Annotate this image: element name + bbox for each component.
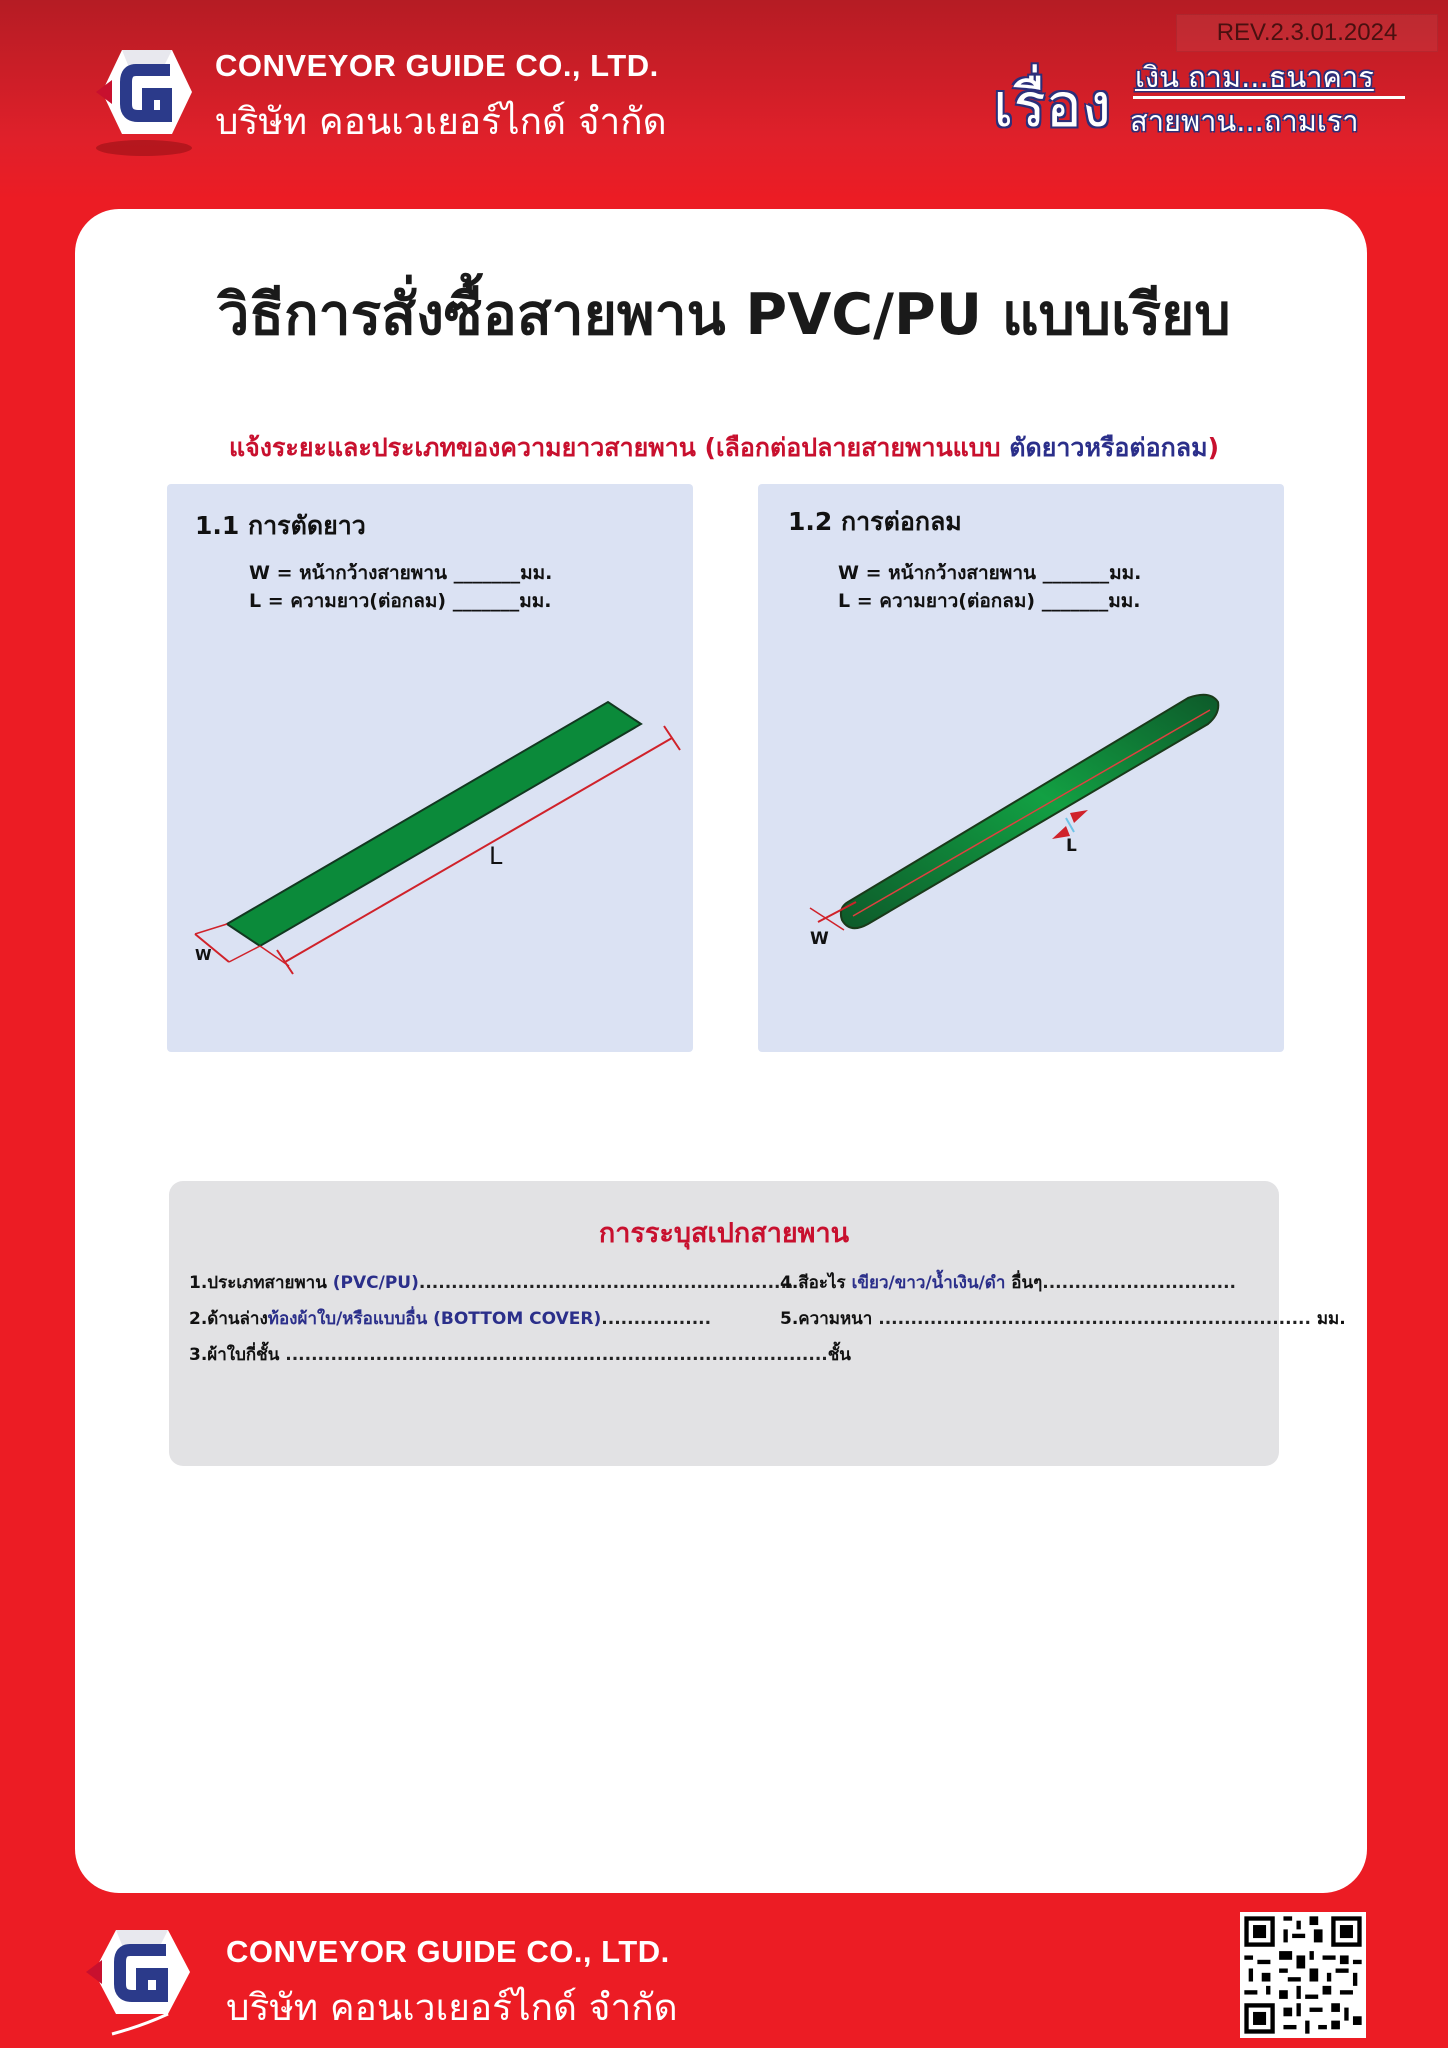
spec-title: การระบุสเปกสายพาน — [598, 1218, 850, 1249]
panel-cut-length — [167, 484, 693, 1052]
spec-item-fill-dots: .............................. — [1042, 1273, 1237, 1293]
page-title: วิธีการสั่งซื้อสายพาน PVC/PU แบบเรียบ — [217, 282, 1231, 348]
spec-item-ply-count — [189, 1341, 851, 1368]
length-field-line: L = ความยาว(ต่อกลม) _______มม. — [838, 590, 1141, 612]
length-tick-end — [664, 726, 680, 750]
footer-company-name-en: CONVEYOR GUIDE CO., LTD. — [226, 1934, 670, 1969]
width-extension-top — [195, 924, 227, 934]
spec-item-label: 5.ความหนา — [780, 1309, 879, 1329]
spec-item-unit: มม. — [1310, 1309, 1346, 1329]
panel-endless-joint — [758, 484, 1284, 1052]
width-label: W — [810, 929, 829, 949]
footer-company-name-th: บริษัท คอนเวเยอร์ไกด์ จำกัด — [226, 1986, 678, 2029]
width-extension-bottom — [229, 946, 260, 962]
spec-item-options: เขียว/ขาว/น้ำเงิน/ดำ — [851, 1273, 1006, 1293]
qr-code[interactable] — [1240, 1912, 1366, 2038]
length-tick-start — [277, 950, 293, 974]
company-name-th: บริษัท คอนเวเยอร์ไกด์ จำกัด — [215, 100, 667, 143]
topic-label: เรื่อง — [993, 71, 1112, 141]
spec-item-belt-type — [189, 1269, 793, 1296]
panel-title: 1.1 การตัดยาว — [195, 511, 366, 540]
spec-box — [169, 1181, 1346, 1466]
length-field-line: L = ความยาว(ต่อกลม) _______มม. — [249, 590, 552, 612]
revision-label: REV.2.3.01.2024 — [1176, 14, 1438, 52]
length-arrow-right — [1070, 810, 1088, 823]
spec-item-color — [780, 1269, 1236, 1296]
spec-item-label: 1.ประเภทสายพาน — [189, 1273, 333, 1293]
spec-item-other: อื่นๆ — [1005, 1273, 1043, 1293]
spec-item-options: ท้องผ้าใบ/หรือแบบอื่น (BOTTOM COVER) — [267, 1309, 602, 1329]
slogan-line-1: เงิน ถาม...ธนาคาร — [1135, 60, 1374, 94]
length-dimension-line — [285, 738, 672, 962]
spec-item-label: 2.ด้านล่าง — [189, 1309, 268, 1329]
belt-edge-highlight — [853, 710, 1210, 916]
spec-item-thickness — [780, 1305, 1346, 1332]
slogan-line-2: สายพาน...ถามเรา — [1130, 104, 1359, 138]
endless-belt-shape — [841, 695, 1218, 928]
subtitle-end: ) — [1207, 433, 1219, 462]
company-name-en: CONVEYOR GUIDE CO., LTD. — [215, 48, 659, 83]
flat-belt-diagram — [167, 484, 693, 1052]
width-field-line: W = หน้ากว้างสายพาน _______มม. — [838, 562, 1142, 584]
width-label: W — [195, 946, 212, 964]
spec-item-label: 4.สีอะไร — [780, 1273, 852, 1293]
spec-item-fill-dots: .......................................................... — [418, 1273, 794, 1293]
spec-item-bottom-cover — [189, 1305, 711, 1332]
panel-title: 1.2 การต่อกลม — [788, 507, 962, 536]
company-logo — [82, 40, 212, 160]
spec-item-fill-dots: ................. — [601, 1309, 712, 1329]
company-logo-footer — [72, 1922, 212, 2040]
endless-belt-diagram — [758, 484, 1284, 1052]
length-label: L — [489, 842, 503, 870]
spec-item-fill-dots: .................................................................................... — [285, 1345, 828, 1365]
spec-item-unit: ชั้น — [827, 1345, 851, 1365]
subtitle-highlight: ตัดยาวหรือต่อกลม — [1009, 433, 1208, 462]
extension-line — [260, 946, 289, 966]
spec-item-options: (PVC/PU) — [332, 1273, 419, 1293]
subtitle-main: แจ้งระยะและประเภทของความยาวสายพาน (เลือกต่อปลายสายพานแบบ — [229, 433, 1010, 462]
page-subtitle — [0, 428, 1448, 468]
flat-belt-shape — [227, 702, 641, 946]
width-field-line: W = หน้ากว้างสายพาน _______มม. — [249, 562, 553, 584]
length-label: L — [1066, 836, 1077, 856]
spec-item-label: 3.ผ้าใบกี่ชั้น — [189, 1345, 286, 1365]
spec-item-fill-dots: ................................................................... — [878, 1309, 1311, 1329]
